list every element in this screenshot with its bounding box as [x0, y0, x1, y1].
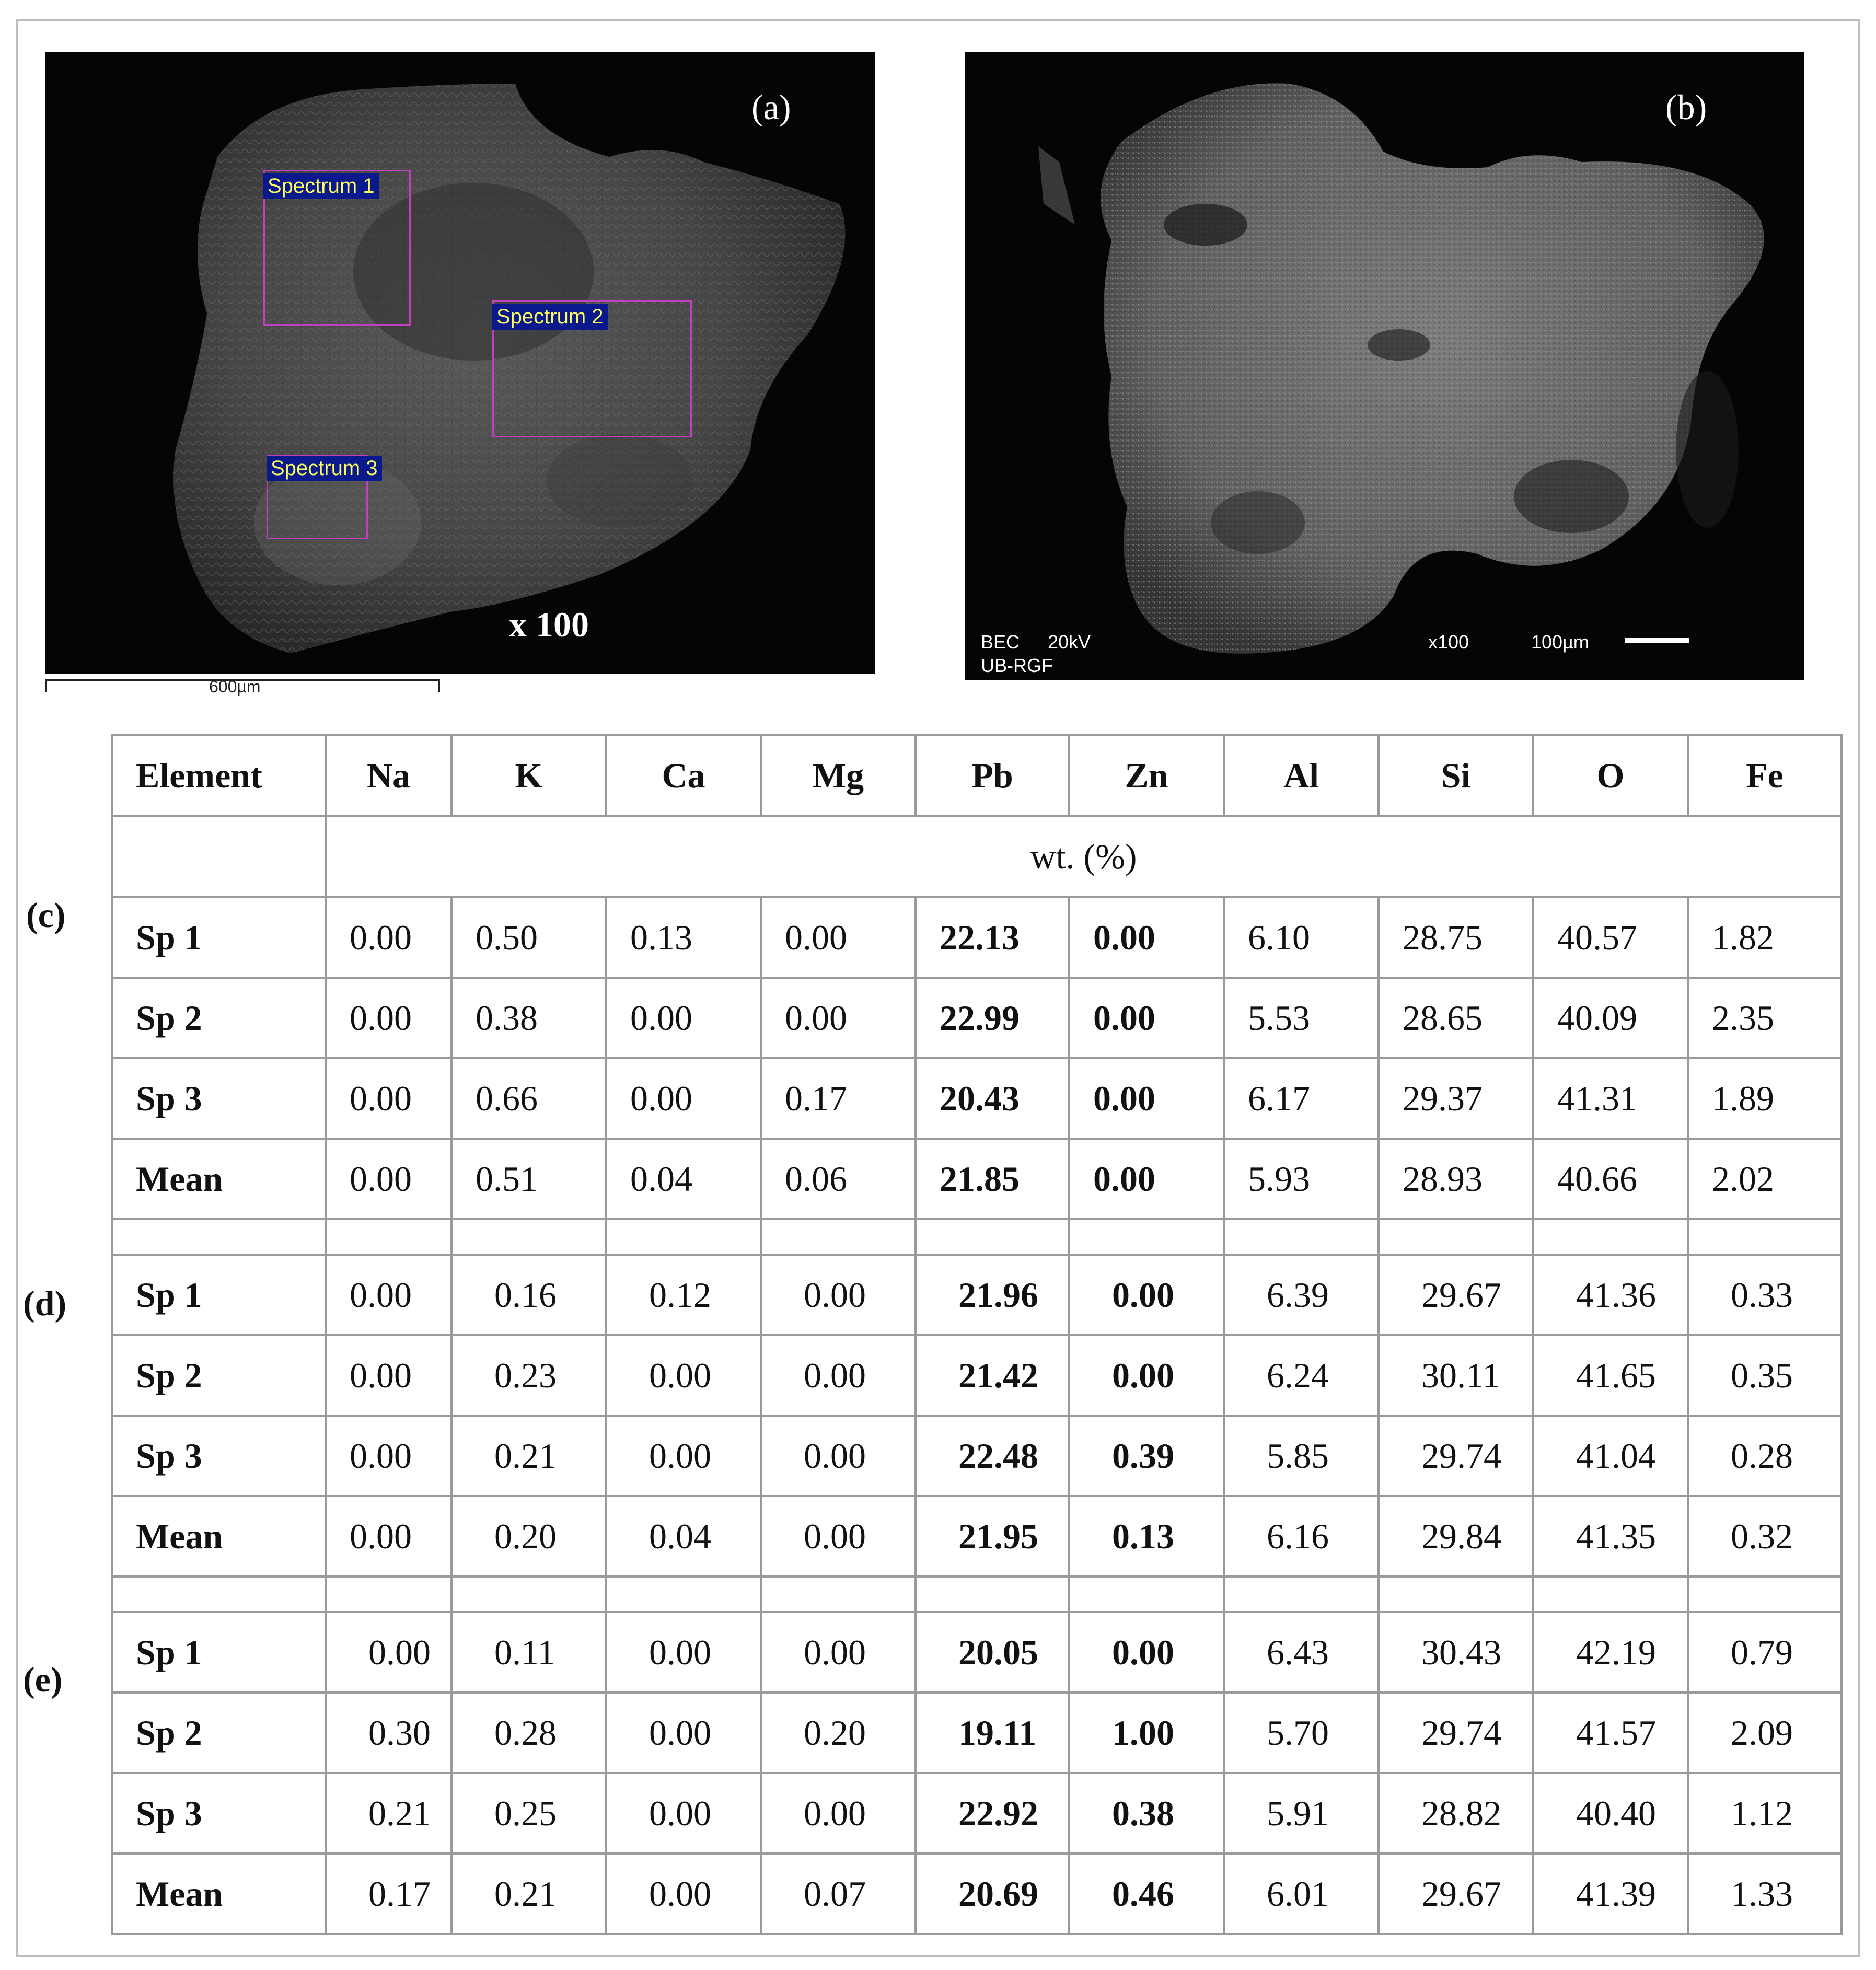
value-cell-fe: 2.02: [1688, 1139, 1842, 1219]
spacer-cell: [606, 1219, 761, 1255]
value-cell-si: 29.74: [1379, 1693, 1533, 1773]
value-cell-o: 42.19: [1533, 1612, 1688, 1693]
value-cell-si: 28.93: [1379, 1139, 1533, 1219]
value-cell-k: 0.21: [451, 1416, 606, 1496]
value-cell-na: 0.17: [326, 1853, 451, 1934]
panel-a-tag: (a): [751, 87, 791, 127]
value-cell-si: 28.75: [1379, 897, 1533, 978]
spacer-cell: [916, 1219, 1069, 1255]
row-label: Sp 3: [112, 1416, 326, 1496]
unit-row-empty-cell: [112, 816, 326, 897]
group-spacer-row: [112, 1219, 1842, 1255]
value-cell-mg: 0.00: [761, 1255, 916, 1335]
header-si: Si: [1379, 735, 1533, 816]
value-cell-mg: 0.00: [761, 897, 916, 978]
spacer-cell: [326, 1577, 451, 1612]
value-cell-o: 40.57: [1533, 897, 1688, 978]
table-row: [112, 1416, 1842, 1496]
table-row: [112, 1853, 1842, 1934]
value-cell-pb: 19.11: [916, 1693, 1069, 1773]
value-cell-al: 6.17: [1224, 1058, 1379, 1139]
header-mg: Mg: [761, 735, 916, 816]
value-cell-al: 6.16: [1224, 1496, 1379, 1577]
value-cell-si: 29.67: [1379, 1853, 1533, 1934]
value-cell-o: 40.66: [1533, 1139, 1688, 1219]
value-cell-fe: 2.09: [1688, 1693, 1842, 1773]
value-cell-mg: 0.20: [761, 1693, 916, 1773]
value-cell-na: 0.00: [326, 897, 451, 978]
spacer-cell: [1688, 1219, 1842, 1255]
value-cell-na: 0.21: [326, 1773, 451, 1853]
value-cell-ca: 0.00: [606, 1335, 761, 1416]
table-row: [112, 1693, 1842, 1773]
value-cell-fe: 1.33: [1688, 1853, 1842, 1934]
value-cell-zn: 0.38: [1069, 1773, 1224, 1853]
scale-bar-a-label: 600µm: [209, 677, 261, 696]
row-label: Sp 3: [112, 1058, 326, 1139]
value-cell-fe: 0.35: [1688, 1335, 1842, 1416]
value-cell-k: 0.16: [451, 1255, 606, 1335]
value-cell-ca: 0.12: [606, 1255, 761, 1335]
value-cell-pb: 21.96: [916, 1255, 1069, 1335]
value-cell-ca: 0.00: [606, 1773, 761, 1853]
value-cell-k: 0.51: [451, 1139, 606, 1219]
row-label: Mean: [112, 1139, 326, 1219]
header-al: Al: [1224, 735, 1379, 816]
spacer-cell: [1688, 1577, 1842, 1612]
header-o: O: [1533, 735, 1688, 816]
value-cell-ca: 0.00: [606, 978, 761, 1058]
value-cell-ca: 0.00: [606, 1612, 761, 1693]
value-cell-si: 30.43: [1379, 1612, 1533, 1693]
particle-a-drawing: [45, 52, 875, 674]
value-cell-si: 29.67: [1379, 1255, 1533, 1335]
spectrum-3-label: Spectrum 3: [267, 456, 382, 481]
spacer-cell: [1224, 1577, 1379, 1612]
value-cell-o: 41.57: [1533, 1693, 1688, 1773]
value-cell-pb: 21.85: [916, 1139, 1069, 1219]
unit-row: [112, 816, 1842, 897]
value-cell-k: 0.23: [451, 1335, 606, 1416]
value-cell-zn: 0.00: [1069, 1058, 1224, 1139]
value-cell-al: 6.24: [1224, 1335, 1379, 1416]
value-cell-si: 29.74: [1379, 1416, 1533, 1496]
value-cell-ca: 0.00: [606, 1693, 761, 1773]
spacer-cell: [326, 1219, 451, 1255]
value-cell-pb: 22.13: [916, 897, 1069, 978]
value-cell-zn: 0.46: [1069, 1853, 1224, 1934]
table-row: [112, 1058, 1842, 1139]
value-cell-zn: 0.00: [1069, 1335, 1224, 1416]
value-cell-si: 28.82: [1379, 1773, 1533, 1853]
scale-bar-b-label: 100µm: [1531, 631, 1589, 653]
magnification-label-a: x 100: [509, 605, 589, 644]
value-cell-ca: 0.04: [606, 1496, 761, 1577]
value-cell-ca: 0.13: [606, 897, 761, 978]
spectrum-2-label: Spectrum 2: [492, 304, 608, 330]
value-cell-na: 0.00: [326, 1139, 451, 1219]
value-cell-zn: 0.00: [1069, 1255, 1224, 1335]
value-cell-na: 0.30: [326, 1693, 451, 1773]
spacer-cell: [451, 1219, 606, 1255]
value-cell-al: 5.85: [1224, 1416, 1379, 1496]
header-k: K: [451, 735, 606, 816]
header-row: [112, 735, 1842, 816]
detector-mode: BEC: [981, 631, 1020, 653]
value-cell-zn: 0.13: [1069, 1496, 1224, 1577]
spacer-cell: [606, 1577, 761, 1612]
value-cell-na: 0.00: [326, 1416, 451, 1496]
row-label: Sp 2: [112, 1693, 326, 1773]
value-cell-fe: 2.35: [1688, 978, 1842, 1058]
header-fe: Fe: [1688, 735, 1842, 816]
value-cell-fe: 1.82: [1688, 897, 1842, 978]
value-cell-na: 0.00: [326, 1612, 451, 1693]
value-cell-fe: 0.79: [1688, 1612, 1842, 1693]
spacer-cell: [761, 1577, 916, 1612]
value-cell-pb: 22.99: [916, 978, 1069, 1058]
value-cell-zn: 0.00: [1069, 1139, 1224, 1219]
table-row: [112, 1255, 1842, 1335]
value-cell-k: 0.28: [451, 1693, 606, 1773]
scale-bar-b: [1625, 638, 1689, 643]
value-cell-o: 40.09: [1533, 978, 1688, 1058]
spacer-cell: [1379, 1577, 1533, 1612]
value-cell-pb: 21.42: [916, 1335, 1069, 1416]
value-cell-mg: 0.00: [761, 1416, 916, 1496]
header-ca: Ca: [606, 735, 761, 816]
particle-b-drawing: [965, 52, 1804, 680]
value-cell-al: 5.93: [1224, 1139, 1379, 1219]
header-pb: Pb: [916, 735, 1069, 816]
group-tag: (c): [26, 895, 66, 935]
value-cell-zn: 0.39: [1069, 1416, 1224, 1496]
row-label: Sp 1: [112, 1255, 326, 1335]
sem-image-b: [965, 52, 1804, 680]
value-cell-na: 0.00: [326, 1058, 451, 1139]
value-cell-zn: 0.00: [1069, 897, 1224, 978]
value-cell-pb: 20.69: [916, 1853, 1069, 1934]
value-cell-mg: 0.00: [761, 1773, 916, 1853]
table-row: [112, 1496, 1842, 1577]
header-na: Na: [326, 735, 451, 816]
table-row: [112, 1773, 1842, 1853]
group-tag: (d): [23, 1283, 67, 1323]
value-cell-ca: 0.00: [606, 1416, 761, 1496]
value-cell-mg: 0.07: [761, 1853, 916, 1934]
value-cell-fe: 0.32: [1688, 1496, 1842, 1577]
value-cell-o: 41.04: [1533, 1416, 1688, 1496]
value-cell-mg: 0.17: [761, 1058, 916, 1139]
spacer-cell: [1069, 1219, 1224, 1255]
panel-b-tag: (b): [1665, 87, 1707, 127]
row-label: Mean: [112, 1496, 326, 1577]
eds-composition-table: [111, 734, 1843, 1935]
value-cell-na: 0.00: [326, 1335, 451, 1416]
value-cell-o: 41.65: [1533, 1335, 1688, 1416]
spectrum-1-label: Spectrum 1: [263, 173, 379, 199]
value-cell-mg: 0.00: [761, 1335, 916, 1416]
value-cell-k: 0.38: [451, 978, 606, 1058]
value-cell-si: 28.65: [1379, 978, 1533, 1058]
table-row: [112, 978, 1842, 1058]
value-cell-al: 5.53: [1224, 978, 1379, 1058]
value-cell-fe: 1.12: [1688, 1773, 1842, 1853]
value-cell-si: 29.84: [1379, 1496, 1533, 1577]
row-label: Sp 1: [112, 897, 326, 978]
value-cell-k: 0.25: [451, 1773, 606, 1853]
value-cell-si: 30.11: [1379, 1335, 1533, 1416]
value-cell-pb: 21.95: [916, 1496, 1069, 1577]
spacer-cell: [1533, 1219, 1688, 1255]
value-cell-pb: 22.92: [916, 1773, 1069, 1853]
value-cell-al: 6.01: [1224, 1853, 1379, 1934]
value-cell-na: 0.00: [326, 978, 451, 1058]
spacer-cell: [1224, 1219, 1379, 1255]
value-cell-o: 41.35: [1533, 1496, 1688, 1577]
lab-label: UB-RGF: [981, 655, 1053, 676]
spacer-cell: [112, 1219, 326, 1255]
row-label: Sp 2: [112, 978, 326, 1058]
value-cell-al: 6.43: [1224, 1612, 1379, 1693]
value-cell-k: 0.21: [451, 1853, 606, 1934]
row-label: Sp 1: [112, 1612, 326, 1693]
value-cell-ca: 0.00: [606, 1058, 761, 1139]
value-cell-al: 6.39: [1224, 1255, 1379, 1335]
header-zn: Zn: [1069, 735, 1224, 816]
value-cell-mg: 0.00: [761, 1496, 916, 1577]
value-cell-pb: 22.48: [916, 1416, 1069, 1496]
group-spacer-row: [112, 1577, 1842, 1612]
value-cell-k: 0.11: [451, 1612, 606, 1693]
spacer-cell: [112, 1577, 326, 1612]
value-cell-o: 41.36: [1533, 1255, 1688, 1335]
value-cell-mg: 0.00: [761, 978, 916, 1058]
value-cell-mg: 0.06: [761, 1139, 916, 1219]
value-cell-si: 29.37: [1379, 1058, 1533, 1139]
value-cell-fe: 1.89: [1688, 1058, 1842, 1139]
value-cell-k: 0.66: [451, 1058, 606, 1139]
value-cell-ca: 0.04: [606, 1139, 761, 1219]
spacer-cell: [1379, 1219, 1533, 1255]
value-cell-al: 5.91: [1224, 1773, 1379, 1853]
value-cell-pb: 20.05: [916, 1612, 1069, 1693]
spacer-cell: [916, 1577, 1069, 1612]
value-cell-na: 0.00: [326, 1255, 451, 1335]
table-row: [112, 1612, 1842, 1693]
unit-label: wt. (%): [326, 816, 1842, 897]
value-cell-fe: 0.28: [1688, 1416, 1842, 1496]
value-cell-o: 41.31: [1533, 1058, 1688, 1139]
value-cell-zn: 0.00: [1069, 978, 1224, 1058]
spacer-cell: [761, 1219, 916, 1255]
value-cell-pb: 20.43: [916, 1058, 1069, 1139]
value-cell-k: 0.20: [451, 1496, 606, 1577]
group-tag: (e): [23, 1660, 63, 1699]
accelerating-voltage: 20kV: [1048, 631, 1091, 653]
table-row: [112, 1139, 1842, 1219]
spacer-cell: [1069, 1577, 1224, 1612]
value-cell-fe: 0.33: [1688, 1255, 1842, 1335]
table-row: [112, 1335, 1842, 1416]
row-label: Sp 3: [112, 1773, 326, 1853]
value-cell-ca: 0.00: [606, 1853, 761, 1934]
value-cell-o: 40.40: [1533, 1773, 1688, 1853]
value-cell-mg: 0.00: [761, 1612, 916, 1693]
value-cell-al: 6.10: [1224, 897, 1379, 978]
row-label: Sp 2: [112, 1335, 326, 1416]
magnification-label-b: x100: [1428, 631, 1469, 653]
value-cell-o: 41.39: [1533, 1853, 1688, 1934]
value-cell-zn: 0.00: [1069, 1612, 1224, 1693]
table-row: [112, 897, 1842, 978]
spacer-cell: [1533, 1577, 1688, 1612]
row-label: Mean: [112, 1853, 326, 1934]
value-cell-al: 5.70: [1224, 1693, 1379, 1773]
sem-image-a: [45, 52, 875, 674]
value-cell-k: 0.50: [451, 897, 606, 978]
value-cell-zn: 1.00: [1069, 1693, 1224, 1773]
header-element: Element: [112, 735, 326, 816]
spacer-cell: [451, 1577, 606, 1612]
value-cell-na: 0.00: [326, 1496, 451, 1577]
